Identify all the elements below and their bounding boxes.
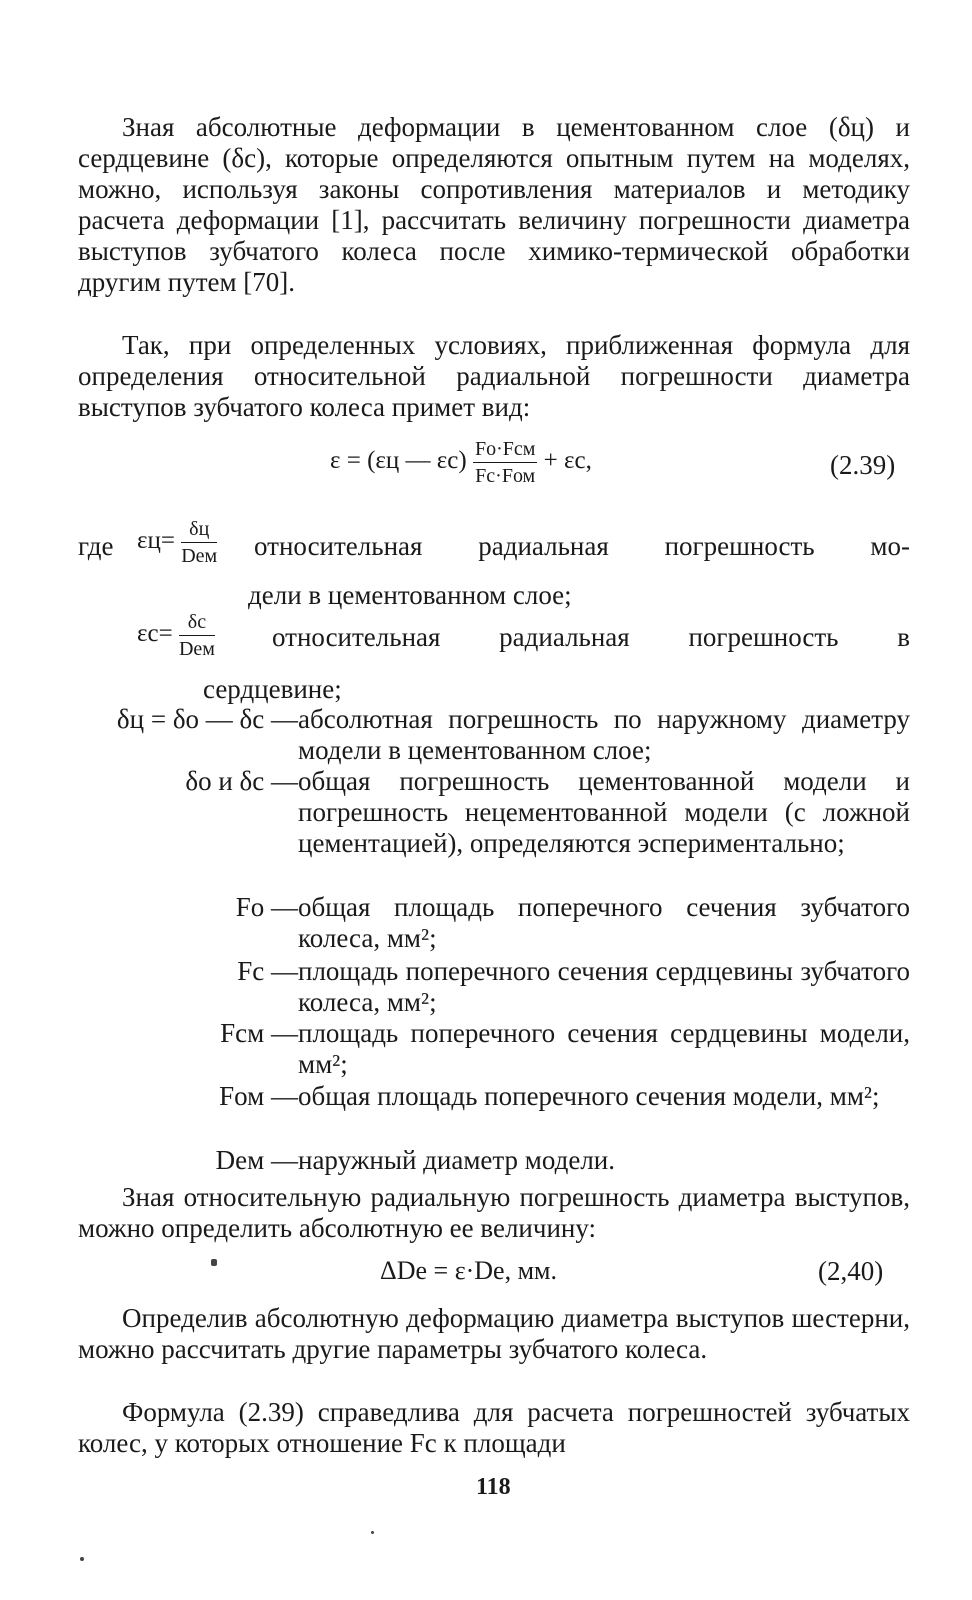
ink-speck [211, 1259, 217, 1266]
eps-c-text-line1: относительная радиальная погрешность мо- [254, 531, 910, 561]
definition-text: общая площадь поперечного сечения модели, мм²; [298, 1081, 880, 1111]
equation-number-2-39: (2.39) [830, 450, 896, 480]
definition-text: площадь поперечного сечения сердцевины модели, мм²; [298, 1018, 910, 1079]
eps-s-fraction: $\frac{\delta с}{\text{Dем}}$ [178, 611, 215, 660]
formula-2-40: ΔDе = ε·Dе, мм. [380, 1256, 557, 1285]
paragraph-5: Формула (2.39) справедлива для расчета погрешностей зубчатых колес, у которых отношение Fс к площади [78, 1397, 910, 1458]
eps-s-text-line2: сердцевине; [203, 674, 342, 704]
eps-c-text-line2: дели в цементованном слое; [248, 580, 572, 610]
fraction-numerator: Fо·Fсм [473, 436, 537, 463]
definition-term: δо и δс — [185, 766, 298, 796]
equation-number-2-40: (2,40) [818, 1256, 884, 1286]
where-word: где [78, 531, 114, 561]
eps-s-definition: εс= $\frac{\delta с}{\text{Dем}}$ [137, 611, 215, 660]
paragraph-1: Зная абсолютные деформации в цементованном слое (δц) и сердцевине (δс), которые определяются опытным путем на моделях, можно, используя законы сопротивления материалов и методику расчета деформации [1], рассчитать величину погрешности диаметра выступов зубчатого колеса после химико-термической обработки другим путем [70]. [78, 112, 910, 297]
paragraph-4: Определив абсолютную деформацию диаметра выступов шестерни, можно рассчитать другие параметры зубчатого колеса. [78, 1303, 910, 1364]
definition-term: Dем — [215, 1145, 298, 1175]
ink-speck [80, 1557, 84, 1561]
formula-fraction [473, 436, 537, 489]
definition-term: Fо — [235, 892, 298, 922]
eps-s-text-line1: относительная радиальная погрешность в [272, 622, 910, 652]
definition-text: общая площадь поперечного сечения зубчатого колеса, мм²; [298, 892, 910, 953]
eps-c-definition: εц= $\frac{\delta ц}{\text{Dем}}$ [137, 518, 218, 567]
definition-text: площадь поперечного сечения сердцевины зубчатого колеса, мм²; [298, 956, 910, 1017]
formula-2-39 [330, 436, 592, 489]
definition-term: δц = δо — δс — [116, 704, 298, 734]
definition-text: абсолютная погрешность по наружному диаметру модели в цементованном слое; [298, 704, 910, 765]
definition-term: Fсм — [220, 1018, 298, 1048]
page-number: 118 [476, 1474, 511, 1500]
ink-speck [371, 1531, 374, 1534]
formula-lhs: ε = (εц — εс) [330, 447, 467, 475]
paragraph-2: Так, при определенных условиях, приближенная формула для определения относительной радиальной погрешности диаметра выступов зубчатого колеса примет вид: [78, 330, 910, 422]
paragraph-3: Зная относительную радиальную погрешность диаметра выступов, можно определить абсолютную ее величину: [78, 1182, 910, 1243]
definition-text: наружный диаметр модели. [298, 1145, 615, 1175]
formula-rhs: + εс, [543, 447, 592, 475]
eps-c-fraction: $\frac{\delta ц}{\text{Dем}}$ [181, 518, 218, 567]
definition-term: Fс — [237, 956, 298, 986]
definition-text: общая погрешность цементованной модели и погрешность нецементованной модели (с ложной цементацией), определяются эспериментально; [298, 766, 910, 858]
fraction-denominator: Fс·Fом [475, 465, 536, 487]
definition-term: Fом — [219, 1081, 298, 1111]
